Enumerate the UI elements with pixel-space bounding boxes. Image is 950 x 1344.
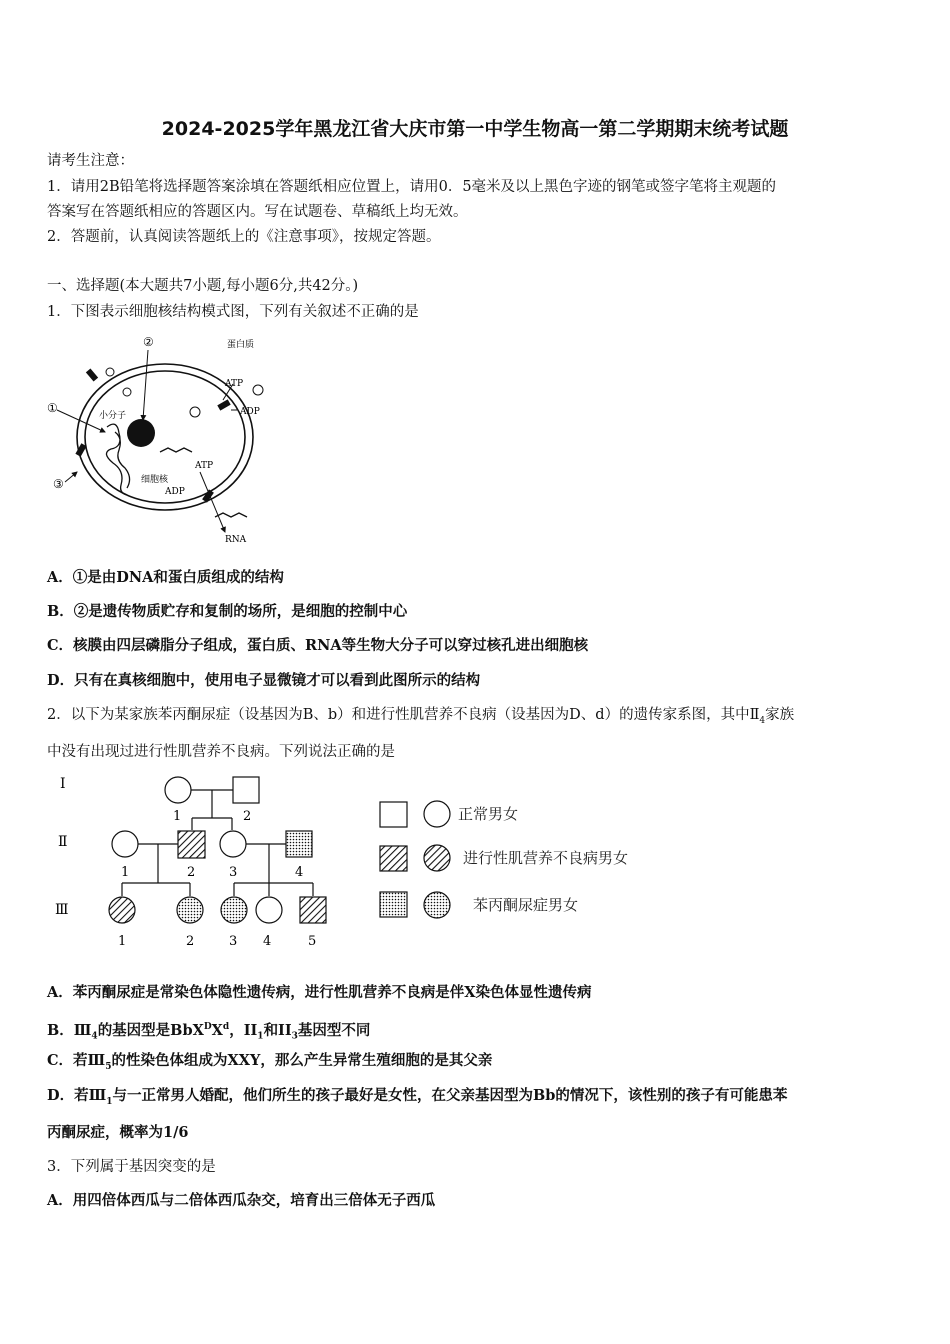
pedigree-legend <box>380 801 450 918</box>
section-heading: 一、选择题(本大题共7小题,每小题6分,共42分。) <box>47 278 359 294</box>
notice-line-2: 2．答题前，认真阅读答题纸上的《注意事项》，按规定答题。 <box>47 229 441 245</box>
member-III-3 <box>221 897 247 923</box>
notice-line-1a: 1．请用2B铅笔将选择题答案涂填在答题纸相应位置上，请用0．5毫米及以上黑色字迹的钢笔或签字笔将主观题的 <box>47 179 777 195</box>
nucleolus-icon <box>127 419 155 447</box>
q2-option-a: A．苯丙酮尿症是常染色体隐性遗传病，进行性肌营养不良病是伴X染色体显性遗传病 <box>47 984 592 1001</box>
legend-pku-male <box>380 892 407 917</box>
label-atp-1: ATP <box>225 379 244 389</box>
q2-b-part: 基因型不同 <box>297 1021 371 1039</box>
num-III-2: 2 <box>186 934 195 949</box>
label-atp-2: ATP <box>195 461 214 471</box>
label-small-molecule: 小分子 <box>99 411 127 421</box>
label-adp-2: ADP <box>165 487 185 497</box>
q2-option-c <box>47 1051 492 1077</box>
legend-pku-female <box>424 892 450 918</box>
legend-pku-label: 苯丙酮尿症男女 <box>473 896 579 914</box>
q2-b-sub: 4 <box>91 1031 98 1042</box>
rna-strand-icon <box>215 513 247 517</box>
rna-strand-icon <box>160 448 192 452</box>
member-II-1 <box>112 831 138 857</box>
member-III-2 <box>177 897 203 923</box>
gen-label-1: Ⅰ <box>60 776 66 792</box>
pedigree-members <box>109 777 326 923</box>
label-1: ① <box>47 401 58 415</box>
q2-c-sub: 5 <box>105 1061 112 1072</box>
legend-dmd-label: 进行性肌营养不良病男女 <box>463 849 629 867</box>
num-III-3: 3 <box>229 934 238 949</box>
gen-label-2: Ⅱ <box>58 834 68 850</box>
member-III-4 <box>256 897 282 923</box>
num-I-1: 1 <box>173 809 182 824</box>
q1-option-b: B．②是遗传物质贮存和复制的场所，是细胞的控制中心 <box>47 603 408 620</box>
q2-d-sub: 1 <box>106 1096 113 1107</box>
num-II-1: 1 <box>121 865 130 880</box>
member-II-3 <box>220 831 246 857</box>
member-I-1 <box>165 777 191 803</box>
legend-dmd-female <box>424 845 450 871</box>
label-chromatin: 细胞核 <box>141 475 169 485</box>
q2-stem-subscript: 4 <box>759 715 766 726</box>
q2-b-part: ，II <box>229 1021 258 1039</box>
q2-option-b <box>47 1017 370 1047</box>
q1-option-a: A．①是由DNA和蛋白质组成的结构 <box>47 569 284 586</box>
legend-dmd-male <box>380 846 407 871</box>
q2-stem-part-2: 家族 <box>765 707 795 723</box>
q1-stem: 1．下图表示细胞核结构模式图，下列有关叙述不正确的是 <box>47 304 419 320</box>
q2-d-part: D．若Ⅲ <box>47 1087 107 1104</box>
page-title: 2024-2025学年黑龙江省大庆市第一中学生物高一第二学期期末统考试题 <box>161 118 789 140</box>
notice-line-1b: 答案写在答题纸相应的答题区内。写在试题卷、草稿纸上均无效。 <box>47 204 468 220</box>
gen-label-3: Ⅲ <box>55 902 69 918</box>
q3-stem: 3．下列属于基因突变的是 <box>47 1159 216 1175</box>
q2-d-part: 与一正常男人婚配，他们所生的孩子最好是女性，在父亲基因型为Bb的情况下，该性别的孩子有可能患苯 <box>112 1087 788 1104</box>
q1-option-c: C．核膜由四层磷脂分子组成，蛋白质、RNA等生物大分子可以穿过核孔进出细胞核 <box>47 637 589 654</box>
num-I-2: 2 <box>243 809 252 824</box>
q2-b-part: 的基因型是BbX <box>97 1021 204 1039</box>
q2-b-part: X <box>211 1021 223 1039</box>
member-II-2 <box>178 831 205 858</box>
pedigree-figure <box>40 766 660 956</box>
q2-b-sup: d <box>222 1022 230 1032</box>
legend-normal-male <box>380 802 407 827</box>
label-adp-1: ADP <box>240 407 260 417</box>
num-III-5: 5 <box>308 934 317 949</box>
legend-normal-label: 正常男女 <box>458 805 519 823</box>
nucleus-figure <box>45 332 285 557</box>
pedigree-lines <box>122 790 313 896</box>
q3-option-a: A．用四倍体西瓜与二倍体西瓜杂交，培育出三倍体无子西瓜 <box>47 1192 436 1209</box>
member-II-4 <box>286 831 312 857</box>
label-protein: 蛋白质 <box>227 340 255 350</box>
member-III-1 <box>109 897 135 923</box>
vesicle-icon <box>253 385 263 395</box>
q2-b-sub: 3 <box>291 1031 298 1042</box>
member-numbers <box>118 809 316 949</box>
q1-option-d: D．只有在真核细胞中，使用电子显微镜才可以看到此图所示的结构 <box>47 672 481 689</box>
member-III-5 <box>300 897 326 923</box>
label-3: ③ <box>53 477 64 491</box>
num-II-3: 3 <box>229 865 238 880</box>
legend-normal-female <box>424 801 450 827</box>
q2-b-part: 和II <box>263 1021 292 1039</box>
q2-stem-2: 中没有出现过进行性肌营养不良病。下列说法正确的是 <box>47 744 395 760</box>
q2-c-part: 的性染色体组成为XXY，那么产生异常生殖细胞的是其父亲 <box>111 1052 493 1069</box>
num-III-4: 4 <box>263 934 272 949</box>
vesicle-icon <box>190 407 200 417</box>
q2-option-d-line2: 丙酮尿症，概率为1/6 <box>47 1124 189 1141</box>
q2-stem <box>47 705 794 731</box>
label-2: ② <box>143 335 154 349</box>
num-III-1: 1 <box>118 934 127 949</box>
member-I-2 <box>233 777 259 803</box>
vesicle-icon <box>106 368 114 376</box>
q2-b-sub: 1 <box>257 1031 264 1042</box>
label-rna: RNA <box>225 535 247 545</box>
num-II-2: 2 <box>187 865 196 880</box>
q2-stem-part-1: 2．以下为某家族苯丙酮尿症（设基因为B、b）和进行性肌营养不良病（设基因为D、d）的遗传家系图，其中Ⅱ <box>47 707 760 723</box>
q2-b-sup: D <box>203 1022 212 1032</box>
q2-c-part: C．若Ⅲ <box>47 1052 106 1069</box>
notice-heading: 请考生注意： <box>47 153 134 169</box>
q2-option-d <box>47 1086 787 1112</box>
generation-labels <box>55 776 69 918</box>
q2-b-part: B．Ⅲ <box>47 1021 92 1039</box>
vesicle-icon <box>123 388 131 396</box>
num-II-4: 4 <box>295 865 304 880</box>
